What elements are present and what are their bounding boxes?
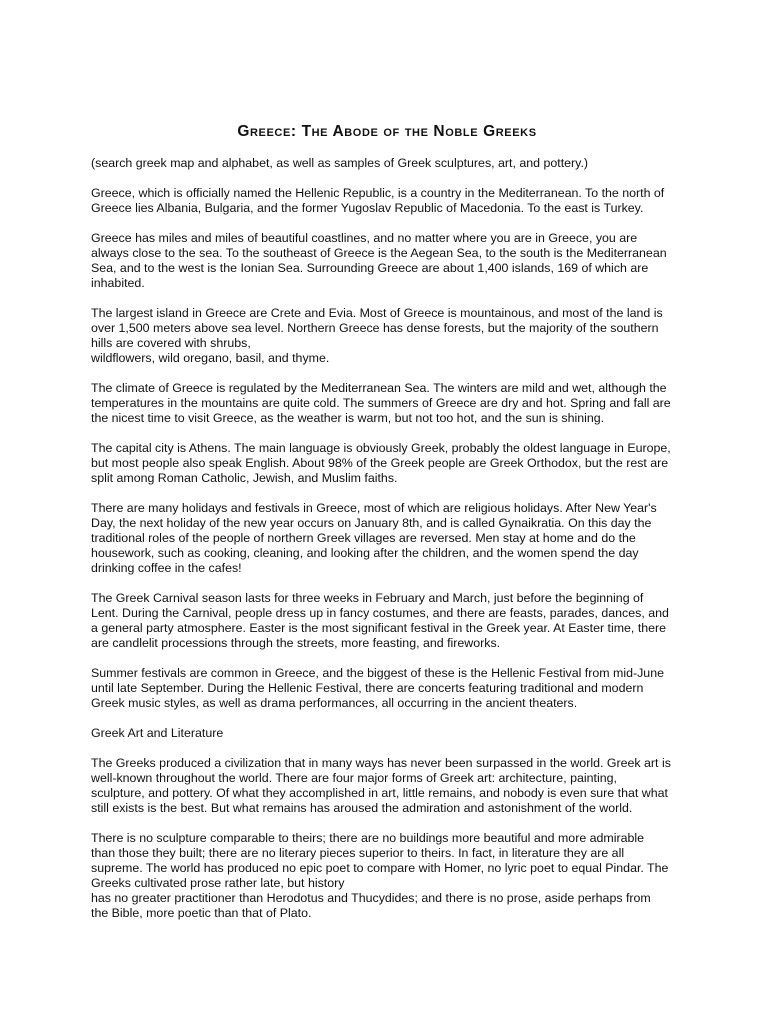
text-line: inhabited. [91,276,145,290]
text-line: drinking coffee in the cafes! [91,561,242,575]
text-line: than those they built; there are no literary pieces superior to theirs. In fact, in literature they are all [91,846,625,860]
text-line: The climate of Greece is regulated by the Mediterranean Sea. The winters are mild and wet, although the [91,381,667,395]
paragraph [91,666,683,711]
paragraph [91,231,683,291]
text-line: but most people also speak English. About 98% of the Greek people are Greek Orthodox, but the rest are [91,456,669,470]
paragraph [91,156,683,171]
section-heading [91,726,683,741]
paragraph [91,831,683,921]
text-line: a general party atmosphere. Easter is the most significant festival in the Greek year. At Easter time, there [91,621,667,635]
text-line: There are many holidays and festivals in Greece, most of which are religious holidays. After New Year's [91,501,657,515]
text-line: traditional roles of the people of northern Greek villages are reversed. Men stay at home and do the [91,531,636,545]
text-line: temperatures in the mountains are quite cold. The summers of Greece are dry and hot. Spring and fall are [91,396,671,410]
text-line: split among Roman Catholic, Jewish, and Muslim faiths. [91,471,398,485]
paragraph [91,306,683,366]
text-line: (search greek map and alphabet, as well as samples of Greek sculptures, art, and pottery.) [91,156,589,170]
text-line: housework, such as cooking, cleaning, and looking after the children, and the women spend the day [91,546,639,560]
text-line: Day, the next holiday of the new year occurs on January 8th, and is called Gynaikratia. On this day the [91,516,652,530]
text-line: has no greater practitioner than Herodotus and Thucydides; and there is no prose, aside perhaps from [91,891,651,905]
text-line: well-known throughout the world. There are four major forms of Greek art: architecture, painting, [91,771,617,785]
text-line: Lent. During the Carnival, people dress up in fancy costumes, and there are feasts, parades, dances, and [91,606,669,620]
text-line: the nicest time to visit Greece, as the weather is warm, but not too hot, and the sun is shining. [91,411,605,425]
text-line: hills are covered with shrubs, [91,336,251,350]
document-page [91,122,683,936]
text-line: supreme. The world has produced no epic poet to compare with Homer, no lyric poet to equal Pindar. The [91,861,669,875]
text-line: Greeks cultivated prose rather late, but history [91,876,345,890]
text-line: until late September. During the Hellenic Festival, there are concerts featuring traditional and modern [91,681,644,695]
text-line: The Greek Carnival season lasts for three weeks in February and March, just before the beginning of [91,591,644,605]
paragraph [91,441,683,486]
text-line: still exists is the best. But what remains has aroused the admiration and astonishment of the world. [91,801,633,815]
text-line: The capital city is Athens. The main language is obviously Greek, probably the oldest language in Europe, [91,441,671,455]
text-line: sculpture, and pottery. Of what they accomplished in art, little remains, and nobody is even sure that what [91,786,668,800]
text-line: Sea, and to the west is the Ionian Sea. Surrounding Greece are about 1,400 islands, 169 of which are [91,261,649,275]
text-line: Summer festivals are common in Greece, and the biggest of these is the Hellenic Festival from mid-June [91,666,664,680]
text-line: are candlelit processions through the streets, more feasting, and fireworks. [91,636,501,650]
paragraph [91,501,683,576]
text-line: Greek music styles, as well as drama performances, all occurring in the ancient theaters. [91,696,578,710]
text-line: Greece lies Albania, Bulgaria, and the former Yugoslav Republic of Macedonia. To the east is Turkey. [91,201,644,215]
text-line: wildflowers, wild oregano, basil, and thyme. [91,351,330,365]
document-body [91,156,683,921]
text-line: Greece, which is officially named the Hellenic Republic, is a country in the Mediterranean. To the north of [91,186,665,200]
text-line: The largest island in Greece are Crete and Evia. Most of Greece is mountainous, and most of the land is [91,306,663,320]
text-line: over 1,500 meters above sea level. Northern Greece has dense forests, but the majority of the southern [91,321,659,335]
paragraph [91,756,683,816]
paragraph [91,381,683,426]
document-title: Greece: The Abode of the Noble Greeks [237,123,537,140]
text-line: The Greeks produced a civilization that in many ways has never been surpassed in the world. Greek art is [91,756,671,770]
text-line: always close to the sea. To the southeast of Greece is the Aegean Sea, to the south is the Mediterranean [91,246,667,260]
paragraph [91,186,683,216]
text-line: the Bible, more poetic than that of Plato. [91,906,312,920]
text-line: Greece has miles and miles of beautiful coastlines, and no matter where you are in Greece, you are [91,231,638,245]
text-line: There is no sculpture comparable to theirs; there are no buildings more beautiful and more admirable [91,831,645,845]
paragraph [91,591,683,651]
text-line: Greek Art and Literature [91,726,224,740]
